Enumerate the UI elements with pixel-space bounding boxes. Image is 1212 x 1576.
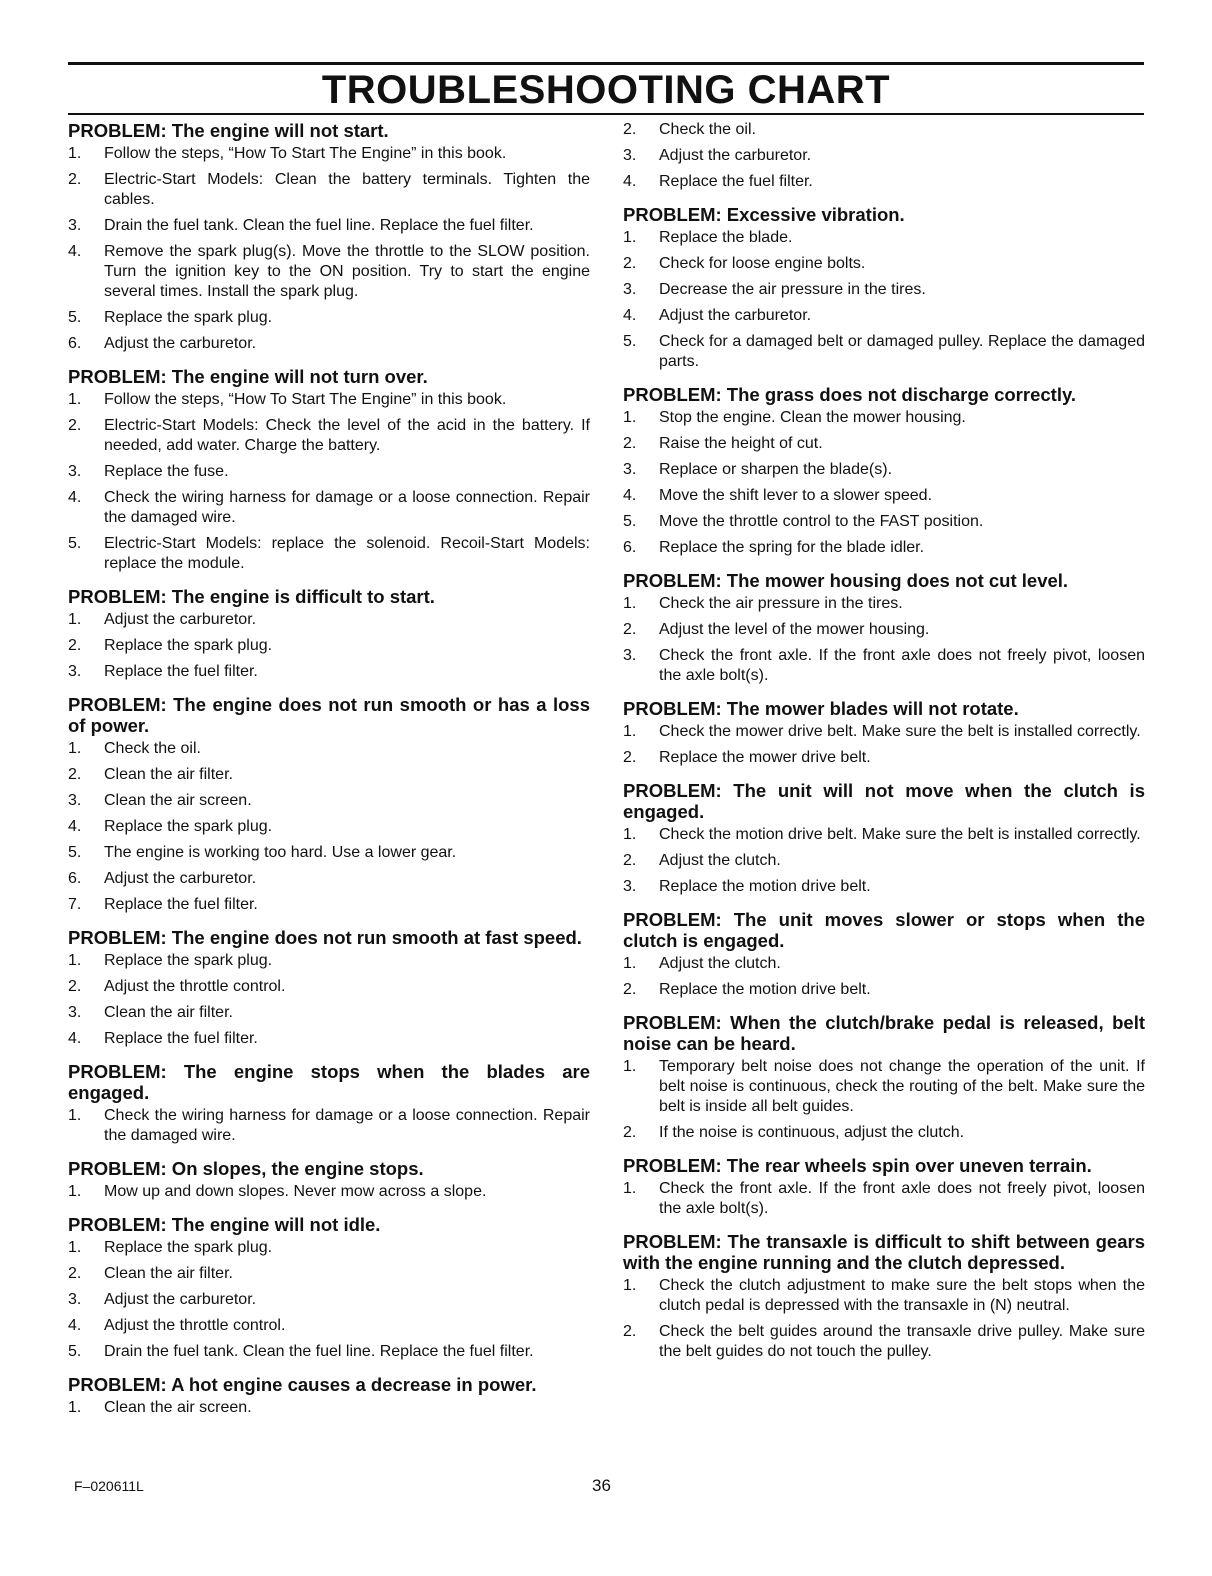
problem-section: [623, 120, 1145, 192]
step-number: 3.: [623, 281, 637, 298]
step-text: Electric-Start Models: Check the level of the acid in the battery. If needed, add water. Charge the battery.: [104, 417, 590, 454]
step-number: 2.: [623, 749, 637, 766]
step-text: Replace or sharpen the blade(s).: [659, 461, 893, 478]
step-number: 5.: [68, 1343, 82, 1360]
step-number: 3.: [68, 217, 82, 234]
step-number: 2.: [68, 766, 82, 783]
step-text: Check the clutch adjustment to make sure the belt stops when the clutch pedal is depressed with the transaxle in (N) neutral.: [659, 1277, 1145, 1314]
step-number: 3.: [68, 663, 82, 680]
solution-step: [68, 334, 590, 354]
problem-section: [623, 1012, 1145, 1143]
solution-list: [68, 610, 590, 682]
step-number: 4.: [68, 489, 82, 506]
solution-step: [623, 306, 1145, 326]
step-text: Replace the fuel filter.: [104, 1030, 258, 1047]
step-number: 2.: [68, 637, 82, 654]
solution-step: [68, 170, 590, 210]
header-top-rule: [68, 62, 1144, 65]
problem-section: [623, 698, 1145, 768]
problem-heading: PROBLEM: A hot engine causes a decrease in power.: [68, 1374, 537, 1395]
step-text: Follow the steps, “How To Start The Engine” in this book.: [104, 145, 507, 162]
step-number: 4.: [68, 1317, 82, 1334]
problem-section: [68, 586, 590, 682]
solution-step: [623, 1179, 1145, 1219]
solution-step: [68, 869, 590, 889]
step-number: 2.: [623, 435, 637, 452]
problem-section: [623, 780, 1145, 897]
step-number: 6.: [623, 539, 637, 556]
solution-list: [623, 1179, 1145, 1219]
step-number: 5.: [68, 844, 82, 861]
solution-step: [68, 242, 590, 302]
problem-section: [68, 1214, 590, 1362]
step-number: 4.: [68, 818, 82, 835]
step-text: Adjust the carburetor.: [659, 147, 812, 164]
step-text: Clean the air filter.: [104, 1004, 233, 1021]
step-text: Replace the blade.: [659, 229, 793, 246]
step-text: Replace the spring for the blade idler.: [659, 539, 925, 556]
solution-list: [68, 144, 590, 354]
step-number: 4.: [623, 487, 637, 504]
solution-step: [68, 636, 590, 656]
step-text: Check the wiring harness for damage or a loose connection. Repair the damaged wire.: [104, 489, 590, 526]
step-text: Replace the spark plug.: [104, 637, 273, 654]
solution-step: [623, 254, 1145, 274]
step-number: 1.: [623, 826, 637, 843]
step-text: Clean the air screen.: [104, 792, 252, 809]
solution-list: [623, 954, 1145, 1000]
solution-step: [623, 434, 1145, 454]
step-text: Check for loose engine bolts.: [659, 255, 866, 272]
solution-step: [623, 460, 1145, 480]
solution-step: [623, 280, 1145, 300]
solution-step: [68, 1003, 590, 1023]
solution-list: [623, 228, 1145, 372]
step-text: If the noise is continuous, adjust the clutch.: [659, 1124, 965, 1141]
problem-heading: PROBLEM: The engine does not run smooth or has a loss of power.: [68, 694, 590, 736]
step-text: Drain the fuel tank. Clean the fuel line. Replace the fuel filter.: [104, 217, 534, 234]
step-number: 4.: [623, 307, 637, 324]
step-number: 3.: [68, 1291, 82, 1308]
step-number: 1.: [68, 1399, 82, 1416]
problem-section: [68, 1061, 590, 1146]
step-number: 1.: [623, 1277, 637, 1294]
solution-step: [68, 144, 590, 164]
step-number: 1.: [623, 229, 637, 246]
header-bottom-rule: [68, 113, 1144, 115]
solution-list: [623, 594, 1145, 686]
solution-list: [68, 1182, 590, 1202]
step-number: 3.: [623, 878, 637, 895]
step-number: 1.: [68, 952, 82, 969]
solution-step: [623, 594, 1145, 614]
solution-step: [68, 1342, 590, 1362]
solution-list: [623, 1057, 1145, 1143]
step-number: 3.: [623, 147, 637, 164]
step-text: Check the front axle. If the front axle does not freely pivot, loosen the axle bolt(s).: [659, 1180, 1145, 1217]
solution-step: [623, 1057, 1145, 1117]
step-number: 2.: [68, 417, 82, 434]
solution-list: [68, 1106, 590, 1146]
solution-step: [68, 416, 590, 456]
problem-heading: PROBLEM: The grass does not discharge correctly.: [623, 384, 1077, 405]
step-text: Replace the spark plug.: [104, 952, 273, 969]
step-text: Replace the spark plug.: [104, 309, 273, 326]
solution-list: [68, 1398, 590, 1418]
solution-step: [68, 1238, 590, 1258]
solution-step: [68, 308, 590, 328]
step-number: 4.: [68, 1030, 82, 1047]
solution-list: [68, 951, 590, 1049]
problem-section: [623, 384, 1145, 558]
step-number: 2.: [623, 1124, 637, 1141]
step-number: 2.: [68, 978, 82, 995]
solution-step: [68, 488, 590, 528]
solution-step: [623, 486, 1145, 506]
step-number: 6.: [68, 335, 82, 352]
step-text: Move the throttle control to the FAST position.: [659, 513, 984, 530]
solution-step: [623, 748, 1145, 768]
step-text: Adjust the level of the mower housing.: [659, 621, 930, 638]
problem-section: [623, 1231, 1145, 1362]
step-text: Stop the engine. Clean the mower housing.: [659, 409, 966, 426]
solution-list: [68, 1238, 590, 1362]
solution-step: [623, 1276, 1145, 1316]
solution-step: [623, 954, 1145, 974]
problem-heading: PROBLEM: The mower housing does not cut level.: [623, 570, 1069, 591]
solution-step: [623, 620, 1145, 640]
solution-step: [623, 646, 1145, 686]
step-text: Check the mower drive belt. Make sure the belt is installed correctly.: [659, 723, 1141, 740]
solution-step: [68, 1264, 590, 1284]
solution-step: [623, 851, 1145, 871]
page-title: TROUBLESHOOTING CHART: [321, 68, 891, 112]
solution-step: [68, 1398, 590, 1418]
problem-heading: PROBLEM: When the clutch/brake pedal is released, belt noise can be heard.: [623, 1012, 1145, 1054]
problem-section: [623, 570, 1145, 686]
step-text: Replace the mower drive belt.: [659, 749, 871, 766]
solution-step: [68, 1182, 590, 1202]
step-number: 3.: [68, 792, 82, 809]
problem-heading: PROBLEM: The engine will not idle.: [68, 1214, 381, 1235]
problem-section: [68, 694, 590, 915]
step-text: Adjust the carburetor.: [104, 1291, 257, 1308]
step-number: 5.: [68, 535, 82, 552]
problem-heading: PROBLEM: The mower blades will not rotate.: [623, 698, 1019, 719]
step-number: 5.: [623, 513, 637, 530]
step-text: Remove the spark plug(s). Move the throttle to the SLOW position. Turn the ignition key to the ON position. Try to start the engine several times. Install the spark plug.: [104, 243, 590, 300]
step-number: 1.: [68, 740, 82, 757]
solution-step: [68, 895, 590, 915]
step-text: Check for a damaged belt or damaged pulley. Replace the damaged parts.: [659, 333, 1145, 370]
solution-step: [68, 977, 590, 997]
solution-step: [623, 512, 1145, 532]
solution-list: [68, 739, 590, 915]
step-text: Check the oil.: [659, 121, 756, 138]
step-text: Adjust the clutch.: [659, 852, 781, 869]
step-text: Clean the air screen.: [104, 1399, 252, 1416]
problem-heading: PROBLEM: The unit moves slower or stops when the clutch is engaged.: [623, 909, 1145, 951]
solution-step: [623, 825, 1145, 845]
solution-list: [623, 825, 1145, 897]
right-column: [623, 120, 1145, 1374]
solution-step: [623, 172, 1145, 192]
step-text: Replace the spark plug.: [104, 818, 273, 835]
step-text: Adjust the throttle control.: [104, 978, 286, 995]
step-text: Electric-Start Models: Clean the battery terminals. Tighten the cables.: [104, 171, 590, 208]
solution-step: [68, 1290, 590, 1310]
step-number: 3.: [68, 463, 82, 480]
step-text: Check the air pressure in the tires.: [659, 595, 903, 612]
page-number: 36: [592, 1476, 611, 1495]
solution-list: [623, 1276, 1145, 1362]
step-text: Replace the spark plug.: [104, 1239, 273, 1256]
step-text: Replace the fuse.: [104, 463, 229, 480]
solution-step: [623, 120, 1145, 140]
step-number: 2.: [623, 852, 637, 869]
step-text: Check the oil.: [104, 740, 201, 757]
solution-step: [68, 390, 590, 410]
step-number: 1.: [623, 409, 637, 426]
step-text: Check the belt guides around the transaxle drive pulley. Make sure the belt guides do not touch the pulley.: [659, 1323, 1145, 1360]
step-text: Follow the steps, “How To Start The Engine” in this book.: [104, 391, 507, 408]
step-number: 1.: [623, 1180, 637, 1197]
step-number: 1.: [623, 955, 637, 972]
step-text: Temporary belt noise does not change the operation of the unit. If belt noise is continuous, check the routing of the belt. Make sure the belt is inside all belt guides.: [659, 1058, 1145, 1115]
step-text: Check the wiring harness for damage or a loose connection. Repair the damaged wire.: [104, 1107, 590, 1144]
solution-step: [68, 817, 590, 837]
step-number: 4.: [68, 243, 82, 260]
step-number: 6.: [68, 870, 82, 887]
solution-step: [68, 610, 590, 630]
solution-step: [623, 146, 1145, 166]
step-text: Adjust the carburetor.: [104, 335, 257, 352]
problem-heading: PROBLEM: The engine stops when the blades are engaged.: [68, 1061, 590, 1103]
step-number: 2.: [68, 1265, 82, 1282]
solution-step: [68, 1106, 590, 1146]
page-header: [68, 62, 1144, 115]
solution-step: [68, 534, 590, 574]
step-text: Move the shift lever to a slower speed.: [659, 487, 933, 504]
solution-step: [68, 843, 590, 863]
problem-section: [68, 366, 590, 574]
solution-step: [68, 1316, 590, 1336]
solution-step: [68, 951, 590, 971]
step-number: 5.: [623, 333, 637, 350]
problem-section: [68, 1158, 590, 1202]
solution-list: [623, 120, 1145, 192]
solution-step: [623, 1322, 1145, 1362]
problem-section: [623, 909, 1145, 1000]
solution-step: [623, 980, 1145, 1000]
solution-step: [68, 1029, 590, 1049]
solution-step: [68, 216, 590, 236]
solution-step: [68, 462, 590, 482]
step-number: 3.: [68, 1004, 82, 1021]
step-number: 2.: [623, 255, 637, 272]
solution-step: [623, 722, 1145, 742]
step-text: Replace the fuel filter.: [104, 896, 258, 913]
step-text: Adjust the carburetor.: [104, 870, 257, 887]
solution-step: [623, 408, 1145, 428]
left-column: [68, 120, 590, 1430]
step-number: 2.: [623, 121, 637, 138]
step-text: Adjust the clutch.: [659, 955, 781, 972]
step-number: 2.: [623, 621, 637, 638]
solution-step: [68, 791, 590, 811]
step-text: Replace the fuel filter.: [659, 173, 813, 190]
step-number: 1.: [68, 1183, 82, 1200]
solution-step: [623, 228, 1145, 248]
step-text: Adjust the carburetor.: [659, 307, 812, 324]
step-text: Decrease the air pressure in the tires.: [659, 281, 926, 298]
step-text: Replace the fuel filter.: [104, 663, 258, 680]
step-number: 1.: [623, 1058, 637, 1075]
solution-step: [68, 765, 590, 785]
step-text: Replace the motion drive belt.: [659, 878, 871, 895]
step-number: 3.: [623, 461, 637, 478]
step-text: Drain the fuel tank. Clean the fuel line. Replace the fuel filter.: [104, 1343, 534, 1360]
step-number: 2.: [68, 171, 82, 188]
problem-heading: PROBLEM: The engine does not run smooth at fast speed.: [68, 927, 582, 948]
problem-heading: PROBLEM: The engine is difficult to start.: [68, 586, 435, 607]
step-text: Mow up and down slopes. Never mow across a slope.: [104, 1183, 487, 1200]
problem-heading: PROBLEM: On slopes, the engine stops.: [68, 1158, 424, 1179]
problem-section: [68, 1374, 590, 1418]
solution-step: [623, 538, 1145, 558]
solution-step: [68, 662, 590, 682]
step-number: 1.: [68, 391, 82, 408]
step-number: 1.: [623, 595, 637, 612]
problem-heading: PROBLEM: The unit will not move when the clutch is engaged.: [623, 780, 1145, 822]
problem-section: [68, 927, 590, 1049]
problem-heading: PROBLEM: The engine will not start.: [68, 120, 389, 141]
problem-section: [623, 204, 1145, 372]
step-text: Check the motion drive belt. Make sure the belt is installed correctly.: [659, 826, 1141, 843]
solution-list: [623, 722, 1145, 768]
document-code: F–020611L: [74, 1478, 144, 1494]
step-text: Replace the motion drive belt.: [659, 981, 871, 998]
problem-heading: PROBLEM: The rear wheels spin over uneven terrain.: [623, 1155, 1092, 1176]
step-text: The engine is working too hard. Use a lower gear.: [104, 844, 457, 861]
solution-step: [623, 1123, 1145, 1143]
step-number: 1.: [68, 611, 82, 628]
solution-list: [623, 408, 1145, 558]
step-text: Raise the height of cut.: [659, 435, 823, 452]
solution-list: [68, 390, 590, 574]
step-number: 1.: [68, 145, 82, 162]
problem-heading: PROBLEM: The engine will not turn over.: [68, 366, 428, 387]
step-number: 2.: [623, 981, 637, 998]
step-number: 2.: [623, 1323, 637, 1340]
step-number: 1.: [68, 1239, 82, 1256]
step-text: Check the front axle. If the front axle does not freely pivot, loosen the axle bolt(s).: [659, 647, 1145, 684]
step-text: Electric-Start Models: replace the solenoid. Recoil-Start Models: replace the module.: [104, 535, 590, 572]
problem-section: [68, 120, 590, 354]
step-number: 1.: [623, 723, 637, 740]
problem-heading: PROBLEM: The transaxle is difficult to shift between gears with the engine running and the clutch depressed.: [623, 1231, 1145, 1273]
solution-step: [68, 739, 590, 759]
step-text: Clean the air filter.: [104, 766, 233, 783]
step-number: 7.: [68, 896, 82, 913]
problem-section: [623, 1155, 1145, 1219]
step-text: Adjust the throttle control.: [104, 1317, 286, 1334]
problem-heading: PROBLEM: Excessive vibration.: [623, 204, 905, 225]
step-number: 1.: [68, 1107, 82, 1124]
solution-step: [623, 877, 1145, 897]
step-text: Clean the air filter.: [104, 1265, 233, 1282]
step-text: Adjust the carburetor.: [104, 611, 257, 628]
step-number: 5.: [68, 309, 82, 326]
step-number: 4.: [623, 173, 637, 190]
solution-step: [623, 332, 1145, 372]
step-number: 3.: [623, 647, 637, 664]
